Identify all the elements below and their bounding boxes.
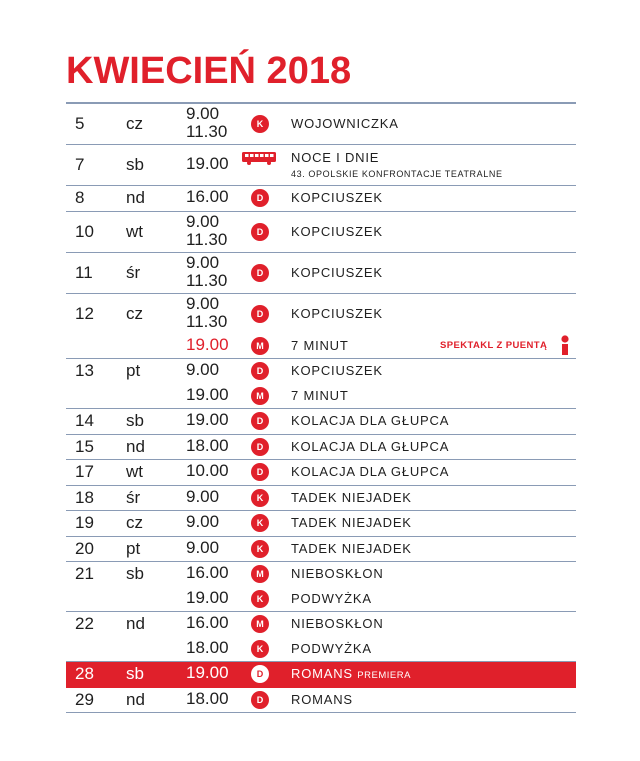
showtime xyxy=(186,539,219,557)
schedule-row xyxy=(66,212,576,253)
show-title-text: TADEK NIEJADEK xyxy=(291,515,412,531)
show-title xyxy=(291,464,449,479)
day-number: 15 xyxy=(75,436,94,456)
time-value: 11.30 xyxy=(186,311,228,331)
day-of-week: pt xyxy=(126,361,141,381)
stage-badge: D xyxy=(251,438,269,456)
schedule-row xyxy=(66,186,576,212)
show-title-text: NIEBOSKŁON xyxy=(291,616,384,632)
day-of-week: cz xyxy=(126,303,143,323)
schedule-row xyxy=(66,688,576,714)
showtime xyxy=(186,336,229,354)
day-of-week: wt xyxy=(126,462,143,482)
time-value: 11.30 xyxy=(186,229,228,249)
time-value: 9.00 xyxy=(186,293,220,313)
showtime xyxy=(186,411,229,429)
day-of-week: sb xyxy=(126,411,144,431)
schedule-row xyxy=(66,359,576,409)
showtime xyxy=(186,213,227,249)
day-of-week: nd xyxy=(126,436,145,456)
show-title-text: KOPCIUSZEK xyxy=(291,305,383,321)
day-number: 18 xyxy=(75,487,94,507)
stage-badge: K xyxy=(251,640,269,658)
schedule-row xyxy=(66,104,576,145)
show-title-text: KOPCIUSZEK xyxy=(291,363,383,379)
stage-badge: D xyxy=(251,691,269,709)
schedule-row xyxy=(66,460,576,486)
stage-badge: D xyxy=(251,223,269,241)
show-title xyxy=(291,265,383,280)
schedule-row xyxy=(66,294,576,360)
day-number: 29 xyxy=(75,689,94,709)
showtime xyxy=(186,690,229,708)
schedule-row xyxy=(66,409,576,435)
showtime xyxy=(186,513,219,531)
day-number: 28 xyxy=(75,664,94,684)
time-value: 19.00 xyxy=(186,384,229,404)
day-number: 21 xyxy=(75,564,94,584)
time-value: 9.00 xyxy=(186,104,220,123)
showtime xyxy=(186,614,229,632)
page-title: KWIECIEŃ 2018 xyxy=(66,50,352,92)
show-title xyxy=(291,388,349,403)
show-title-text: ROMANS xyxy=(291,666,353,682)
show-title-text: NIEBOSKŁON xyxy=(291,566,384,582)
schedule-row xyxy=(66,486,576,512)
show-title xyxy=(291,641,372,656)
day-number: 17 xyxy=(75,462,94,482)
stage-badge: K xyxy=(251,590,269,608)
stage-badge: D xyxy=(251,189,269,207)
schedule-row xyxy=(66,662,576,688)
time-value: 16.00 xyxy=(186,563,229,583)
time-value: 16.00 xyxy=(186,613,229,633)
stage-badge: D xyxy=(251,362,269,380)
time-value: 19.00 xyxy=(186,334,229,354)
show-title-text: WOJOWNICZKA xyxy=(291,116,399,131)
show-title xyxy=(291,150,379,165)
time-value: 10.00 xyxy=(186,461,229,481)
schedule-row xyxy=(66,435,576,461)
showtime xyxy=(186,361,219,379)
time-value: 9.00 xyxy=(186,512,220,532)
show-title-text: NOCE I DNIE xyxy=(291,150,380,165)
stage-badge: M xyxy=(251,565,269,583)
show-title-text: TADEK NIEJADEK xyxy=(291,540,412,556)
showtime xyxy=(186,105,227,141)
day-number: 12 xyxy=(75,303,94,323)
schedule-row xyxy=(66,253,576,294)
time-value: 11.30 xyxy=(186,270,228,290)
showtime xyxy=(186,254,227,290)
showtime xyxy=(186,488,219,506)
day-of-week: nd xyxy=(126,614,145,634)
day-number: 14 xyxy=(75,411,94,431)
time-value: 11.30 xyxy=(186,122,228,141)
time-value: 9.00 xyxy=(186,537,220,557)
showtime xyxy=(186,589,229,607)
time-value: 19.00 xyxy=(186,410,229,430)
show-title-text: KOLACJA DLA GŁUPCA xyxy=(291,438,450,454)
time-value: 9.00 xyxy=(186,252,220,272)
showtime xyxy=(186,295,227,331)
show-title-text: 7 MINUT xyxy=(291,337,349,353)
time-value: 19.00 xyxy=(186,154,229,173)
show-title xyxy=(291,190,383,205)
show-title xyxy=(291,666,411,681)
show-title xyxy=(291,541,412,556)
show-title xyxy=(291,224,383,239)
time-value: 19.00 xyxy=(186,587,229,607)
show-title xyxy=(291,692,353,707)
bus-icon xyxy=(242,151,276,165)
stage-badge: K xyxy=(251,514,269,532)
day-number: 5 xyxy=(75,114,85,133)
showtime xyxy=(186,386,229,404)
show-title xyxy=(291,515,412,530)
day-of-week: nd xyxy=(126,689,145,709)
day-of-week: śr xyxy=(126,487,141,507)
day-number: 22 xyxy=(75,614,94,634)
schedule-row xyxy=(66,612,576,662)
time-value: 9.00 xyxy=(186,360,220,380)
show-title xyxy=(291,490,412,505)
show-title xyxy=(291,116,399,131)
showtime xyxy=(186,664,229,682)
show-title xyxy=(291,591,372,606)
stage-badge: D xyxy=(251,412,269,430)
show-title xyxy=(291,413,449,428)
day-number: 10 xyxy=(75,221,94,241)
day-number: 20 xyxy=(75,538,94,558)
day-number: 8 xyxy=(75,188,85,208)
show-title-text: TADEK NIEJADEK xyxy=(291,489,412,505)
showtime xyxy=(186,564,229,582)
day-of-week: śr xyxy=(126,262,141,282)
stage-badge: D xyxy=(251,665,269,683)
schedule-row xyxy=(66,537,576,563)
stage-badge: D xyxy=(251,463,269,481)
time-value: 18.00 xyxy=(186,688,229,708)
day-of-week: pt xyxy=(126,538,141,558)
showtime xyxy=(186,639,229,657)
day-number: 11 xyxy=(75,262,93,282)
time-value: 19.00 xyxy=(186,663,229,683)
showtime xyxy=(186,155,229,173)
time-value: 9.00 xyxy=(186,211,220,231)
schedule-table xyxy=(66,104,576,713)
show-title-text: KOPCIUSZEK xyxy=(291,223,383,239)
day-number: 19 xyxy=(75,513,94,533)
schedule-row xyxy=(66,511,576,537)
show-title-text: PODWYŻKA xyxy=(291,590,372,606)
day-of-week: sb xyxy=(126,664,144,684)
day-of-week: sb xyxy=(126,155,144,174)
showtime xyxy=(186,437,229,455)
show-title xyxy=(291,566,384,581)
day-of-week: cz xyxy=(126,114,143,133)
show-title xyxy=(291,616,384,631)
day-of-week: wt xyxy=(126,221,143,241)
show-title xyxy=(291,338,349,353)
stage-badge: D xyxy=(251,264,269,282)
show-subtitle: 43. OPOLSKIE KONFRONTACJE TEATRALNE xyxy=(291,169,503,179)
schedule-row xyxy=(66,145,576,186)
show-title-text: 7 MINUT xyxy=(291,387,349,403)
time-value: 16.00 xyxy=(186,187,229,207)
time-value: 18.00 xyxy=(186,637,229,657)
stage-badge: M xyxy=(251,337,269,355)
show-title-text: PODWYŻKA xyxy=(291,640,372,656)
time-value: 9.00 xyxy=(186,486,220,506)
stage-badge: D xyxy=(251,305,269,323)
day-of-week: sb xyxy=(126,564,144,584)
stage-badge: M xyxy=(251,615,269,633)
special-tag: SPEKTAKL Z PUENTĄ xyxy=(440,339,548,351)
show-title-text: ROMANS xyxy=(291,691,353,707)
showtime xyxy=(186,462,229,480)
stage-badge: K xyxy=(251,489,269,507)
day-number: 13 xyxy=(75,361,94,381)
show-title xyxy=(291,363,383,378)
day-of-week: cz xyxy=(126,513,143,533)
schedule-row xyxy=(66,562,576,612)
day-number: 7 xyxy=(75,155,85,174)
show-title-text: KOPCIUSZEK xyxy=(291,264,383,280)
info-icon xyxy=(559,335,571,355)
show-title xyxy=(291,439,449,454)
show-title-text: KOPCIUSZEK xyxy=(291,190,383,206)
premiere-label: PREMIERA xyxy=(357,670,411,682)
stage-badge: K xyxy=(251,540,269,558)
stage-badge: K xyxy=(251,115,269,133)
show-title xyxy=(291,306,383,321)
showtime xyxy=(186,188,229,206)
stage-badge: M xyxy=(251,387,269,405)
time-value: 18.00 xyxy=(186,435,229,455)
show-title-text: KOLACJA DLA GŁUPCA xyxy=(291,413,450,429)
show-title-text: KOLACJA DLA GŁUPCA xyxy=(291,464,450,480)
day-of-week: nd xyxy=(126,188,145,208)
